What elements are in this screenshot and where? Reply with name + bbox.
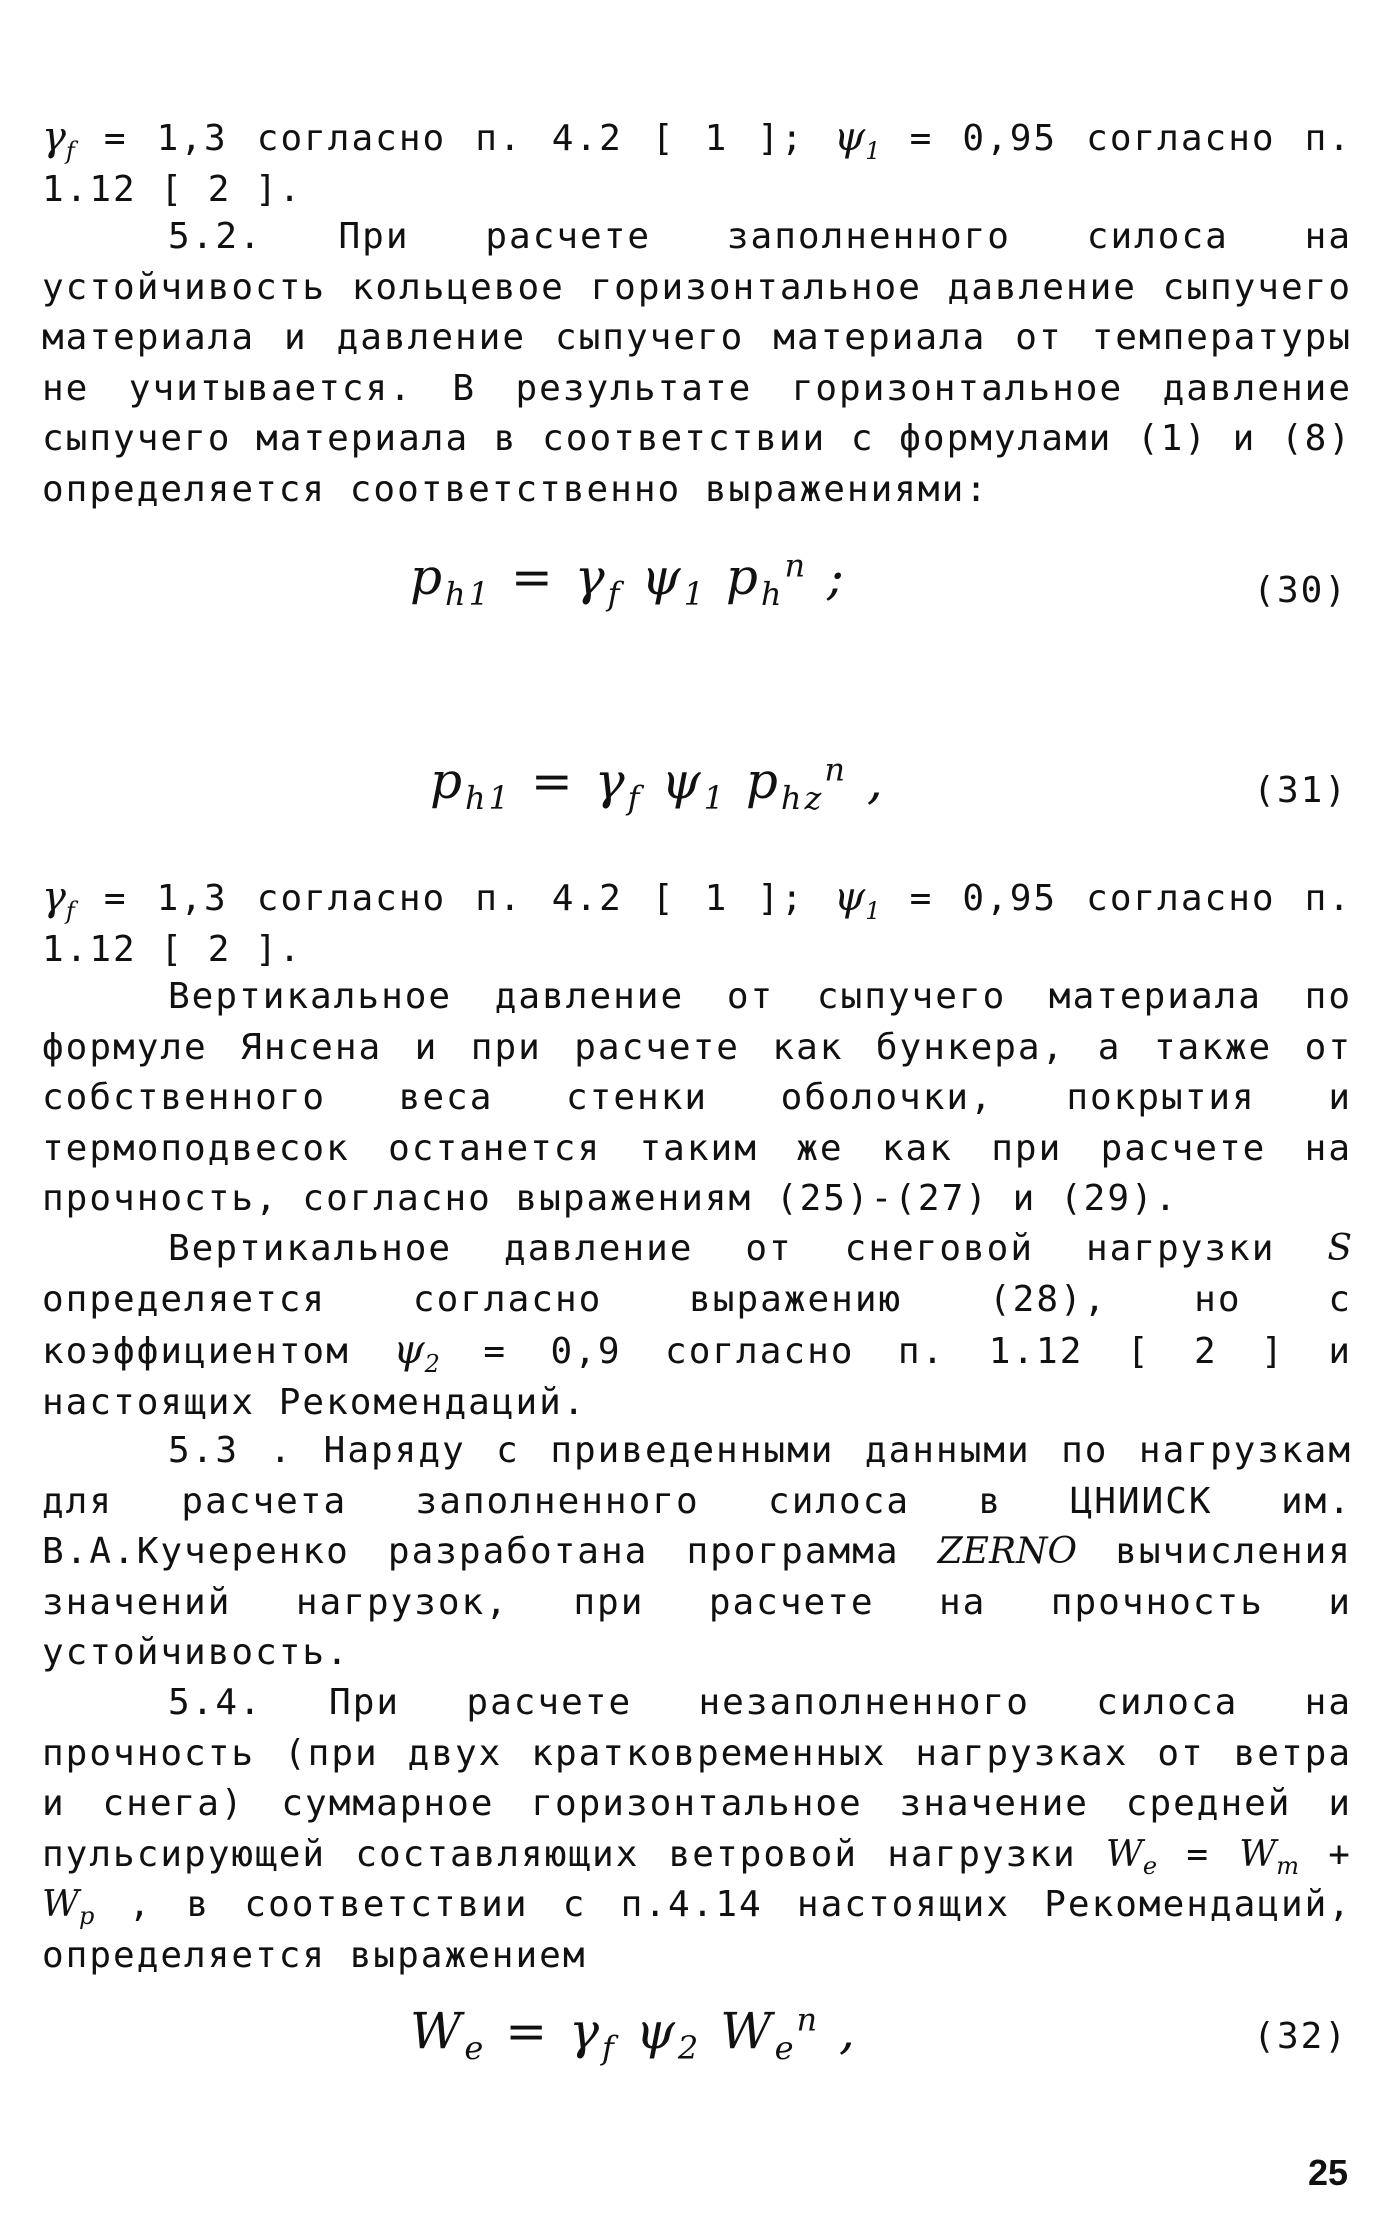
- snow-text-c: = 0,9 согласно п. 1.12 [ 2 ] и настоящих Рекомендаций.: [42, 1331, 1352, 1423]
- formula-31-p-subscript: hz: [780, 779, 825, 817]
- page-number: 25: [1307, 2152, 1348, 2193]
- equation-number-30: (30): [1253, 570, 1348, 611]
- formula-31-psi-subscript: 1: [703, 779, 727, 817]
- formula-30-equals: =: [510, 548, 556, 606]
- paragraph-5-2: 5.2. При расчете заполненного силоса на устойчивость кольцевое горизонтальное давление сыпучего материала и давление сыпучего материала от температуры не учитывается. В результате горизонтальное давление сыпучего материала в соответствии с формулами (1) и (8) определяется соответственно выражениями:: [42, 216, 1352, 510]
- symbol-w-subscript: e: [1142, 1851, 1158, 1880]
- wind-plus: +: [1328, 1833, 1352, 1875]
- symbol-w: W: [1105, 1833, 1143, 1875]
- snow-text-b: определяется согласно выражению (28), но с коэффициентом: [42, 1278, 1352, 1373]
- formula-30-psi-subscript: 1: [683, 575, 707, 613]
- program-text-a: 5.3 . Наряду с приведенными данными по нагрузкам для расчета заполненного силоса в ЦНИИСК им. В.А.Кучеренко разработана программа: [42, 1430, 1352, 1573]
- psi-letter: ψ: [833, 114, 866, 160]
- formula-31: [430, 750, 886, 817]
- formula-30-p-subscript: h: [760, 575, 785, 613]
- paragraph-5-3: [42, 1426, 1352, 1679]
- symbol-w: W: [1239, 1833, 1277, 1875]
- equation-number-32: (32): [1253, 2016, 1348, 2057]
- paragraph-5-4: [42, 1678, 1352, 1982]
- formula-32-w-subscript: e: [774, 2029, 797, 2067]
- formula-31-p-superscript: n: [824, 750, 848, 789]
- wind-equals: =: [1186, 1833, 1211, 1875]
- formula-30-end: ;: [826, 548, 847, 606]
- formula-30: [410, 546, 847, 613]
- gamma-letter: γ: [42, 114, 66, 160]
- formula-32-gamma-subscript: f: [601, 2029, 617, 2067]
- psi-letter: ψ: [833, 874, 866, 920]
- program-name-zerno: ZERNO: [937, 1531, 1078, 1573]
- formula-32-w-superscript: n: [796, 2000, 821, 2039]
- snow-text-a: Вертикальное давление от снеговой нагрузки: [168, 1228, 1276, 1269]
- formula-30-p-superscript: n: [784, 546, 809, 585]
- psi1-symbol: [833, 114, 881, 165]
- formula-31-end: ,: [866, 752, 886, 810]
- psi-letter: ψ: [393, 1327, 425, 1374]
- wind-text-a: 5.4. При расчете незаполненного силоса на прочность (при двух кратковременных нагрузках от ветра и снега) суммарное горизонтальное значение средней и пульсирующей составляющих ветровой нагрузки: [42, 1682, 1352, 1875]
- psi-subscript: 1: [865, 137, 881, 165]
- psi1-symbol: [833, 874, 881, 925]
- formula-30-lhs-subscript: h1: [445, 575, 492, 613]
- formula-32-lhs: W: [410, 2002, 465, 2060]
- symbol-wm: [1239, 1833, 1300, 1880]
- formula-32-w: W: [720, 2002, 775, 2060]
- formula-31-gamma: γ: [594, 752, 628, 810]
- psi-value-text: = 0,95 согласно п. 1.12 [ 2 ].: [42, 118, 1352, 210]
- formula-30-gamma: γ: [574, 548, 608, 606]
- symbol-w-subscript: p: [79, 1902, 95, 1931]
- symbol-w: W: [42, 1884, 80, 1926]
- formula-31-lhs-subscript: h1: [465, 779, 512, 817]
- symbol-wp: [42, 1884, 95, 1931]
- psi2-symbol: [393, 1327, 440, 1379]
- gamma-value-text: = 1,3 согласно п. 4.2 [ 1 ];: [103, 878, 805, 919]
- formula-31-p: p: [745, 752, 781, 810]
- psi-subscript: 2: [424, 1350, 440, 1379]
- paragraph-gamma-psi-1: [42, 112, 1352, 215]
- formula-32-psi: ψ: [635, 2002, 678, 2060]
- formula-32-psi-subscript: 2: [677, 2029, 702, 2067]
- formula-31-psi: ψ: [661, 752, 704, 810]
- formula-32-end: ,: [839, 2002, 858, 2060]
- formula-32-lhs-subscript: e: [464, 2029, 487, 2067]
- program-text-b: вычисления значений нагрузок, при расчете на прочность и устойчивость.: [42, 1531, 1352, 1674]
- snow-symbol-s: S: [1327, 1228, 1352, 1269]
- formula-32-gamma: γ: [569, 2002, 602, 2060]
- gamma-subscript: f: [65, 137, 75, 165]
- paragraph-snow-load: [42, 1224, 1352, 1428]
- symbol-w-subscript: m: [1276, 1851, 1300, 1880]
- formula-30-gamma-subscript: f: [607, 575, 623, 613]
- wind-text-b: , в соответствии с п.4.14 настоящих Рекомендаций, определяется выражением: [42, 1884, 1352, 1976]
- gamma-f-symbol: [42, 114, 75, 165]
- equation-number-31: (31): [1253, 770, 1348, 811]
- formula-32: [410, 2000, 858, 2067]
- gamma-f-symbol: [42, 874, 75, 925]
- paragraph-gamma-psi-2: [42, 872, 1352, 975]
- formula-30-p: p: [725, 548, 761, 606]
- formula-31-lhs: p: [430, 752, 466, 810]
- formula-32-equals: =: [505, 2002, 551, 2060]
- gamma-subscript: f: [65, 897, 75, 925]
- psi-subscript: 1: [865, 897, 881, 925]
- formula-30-lhs: p: [410, 548, 446, 606]
- formula-30-psi: ψ: [641, 548, 684, 606]
- symbol-we: [1105, 1833, 1158, 1880]
- gamma-value-text: = 1,3 согласно п. 4.2 [ 1 ];: [103, 118, 805, 159]
- psi-value-text: = 0,95 согласно п. 1.12 [ 2 ].: [42, 878, 1352, 970]
- formula-31-equals: =: [530, 752, 576, 810]
- gamma-letter: γ: [42, 874, 66, 920]
- paragraph-vertical-pressure: Вертикальное давление от сыпучего материала по формуле Янсена и при расчете как бункера, а также от собственного веса стенки оболочки, покрытия и термоподвесок останется таким же как при расчете на прочность, согласно выражениям (25)-(27) и (29).: [42, 976, 1352, 1220]
- formula-31-gamma-subscript: f: [627, 779, 643, 817]
